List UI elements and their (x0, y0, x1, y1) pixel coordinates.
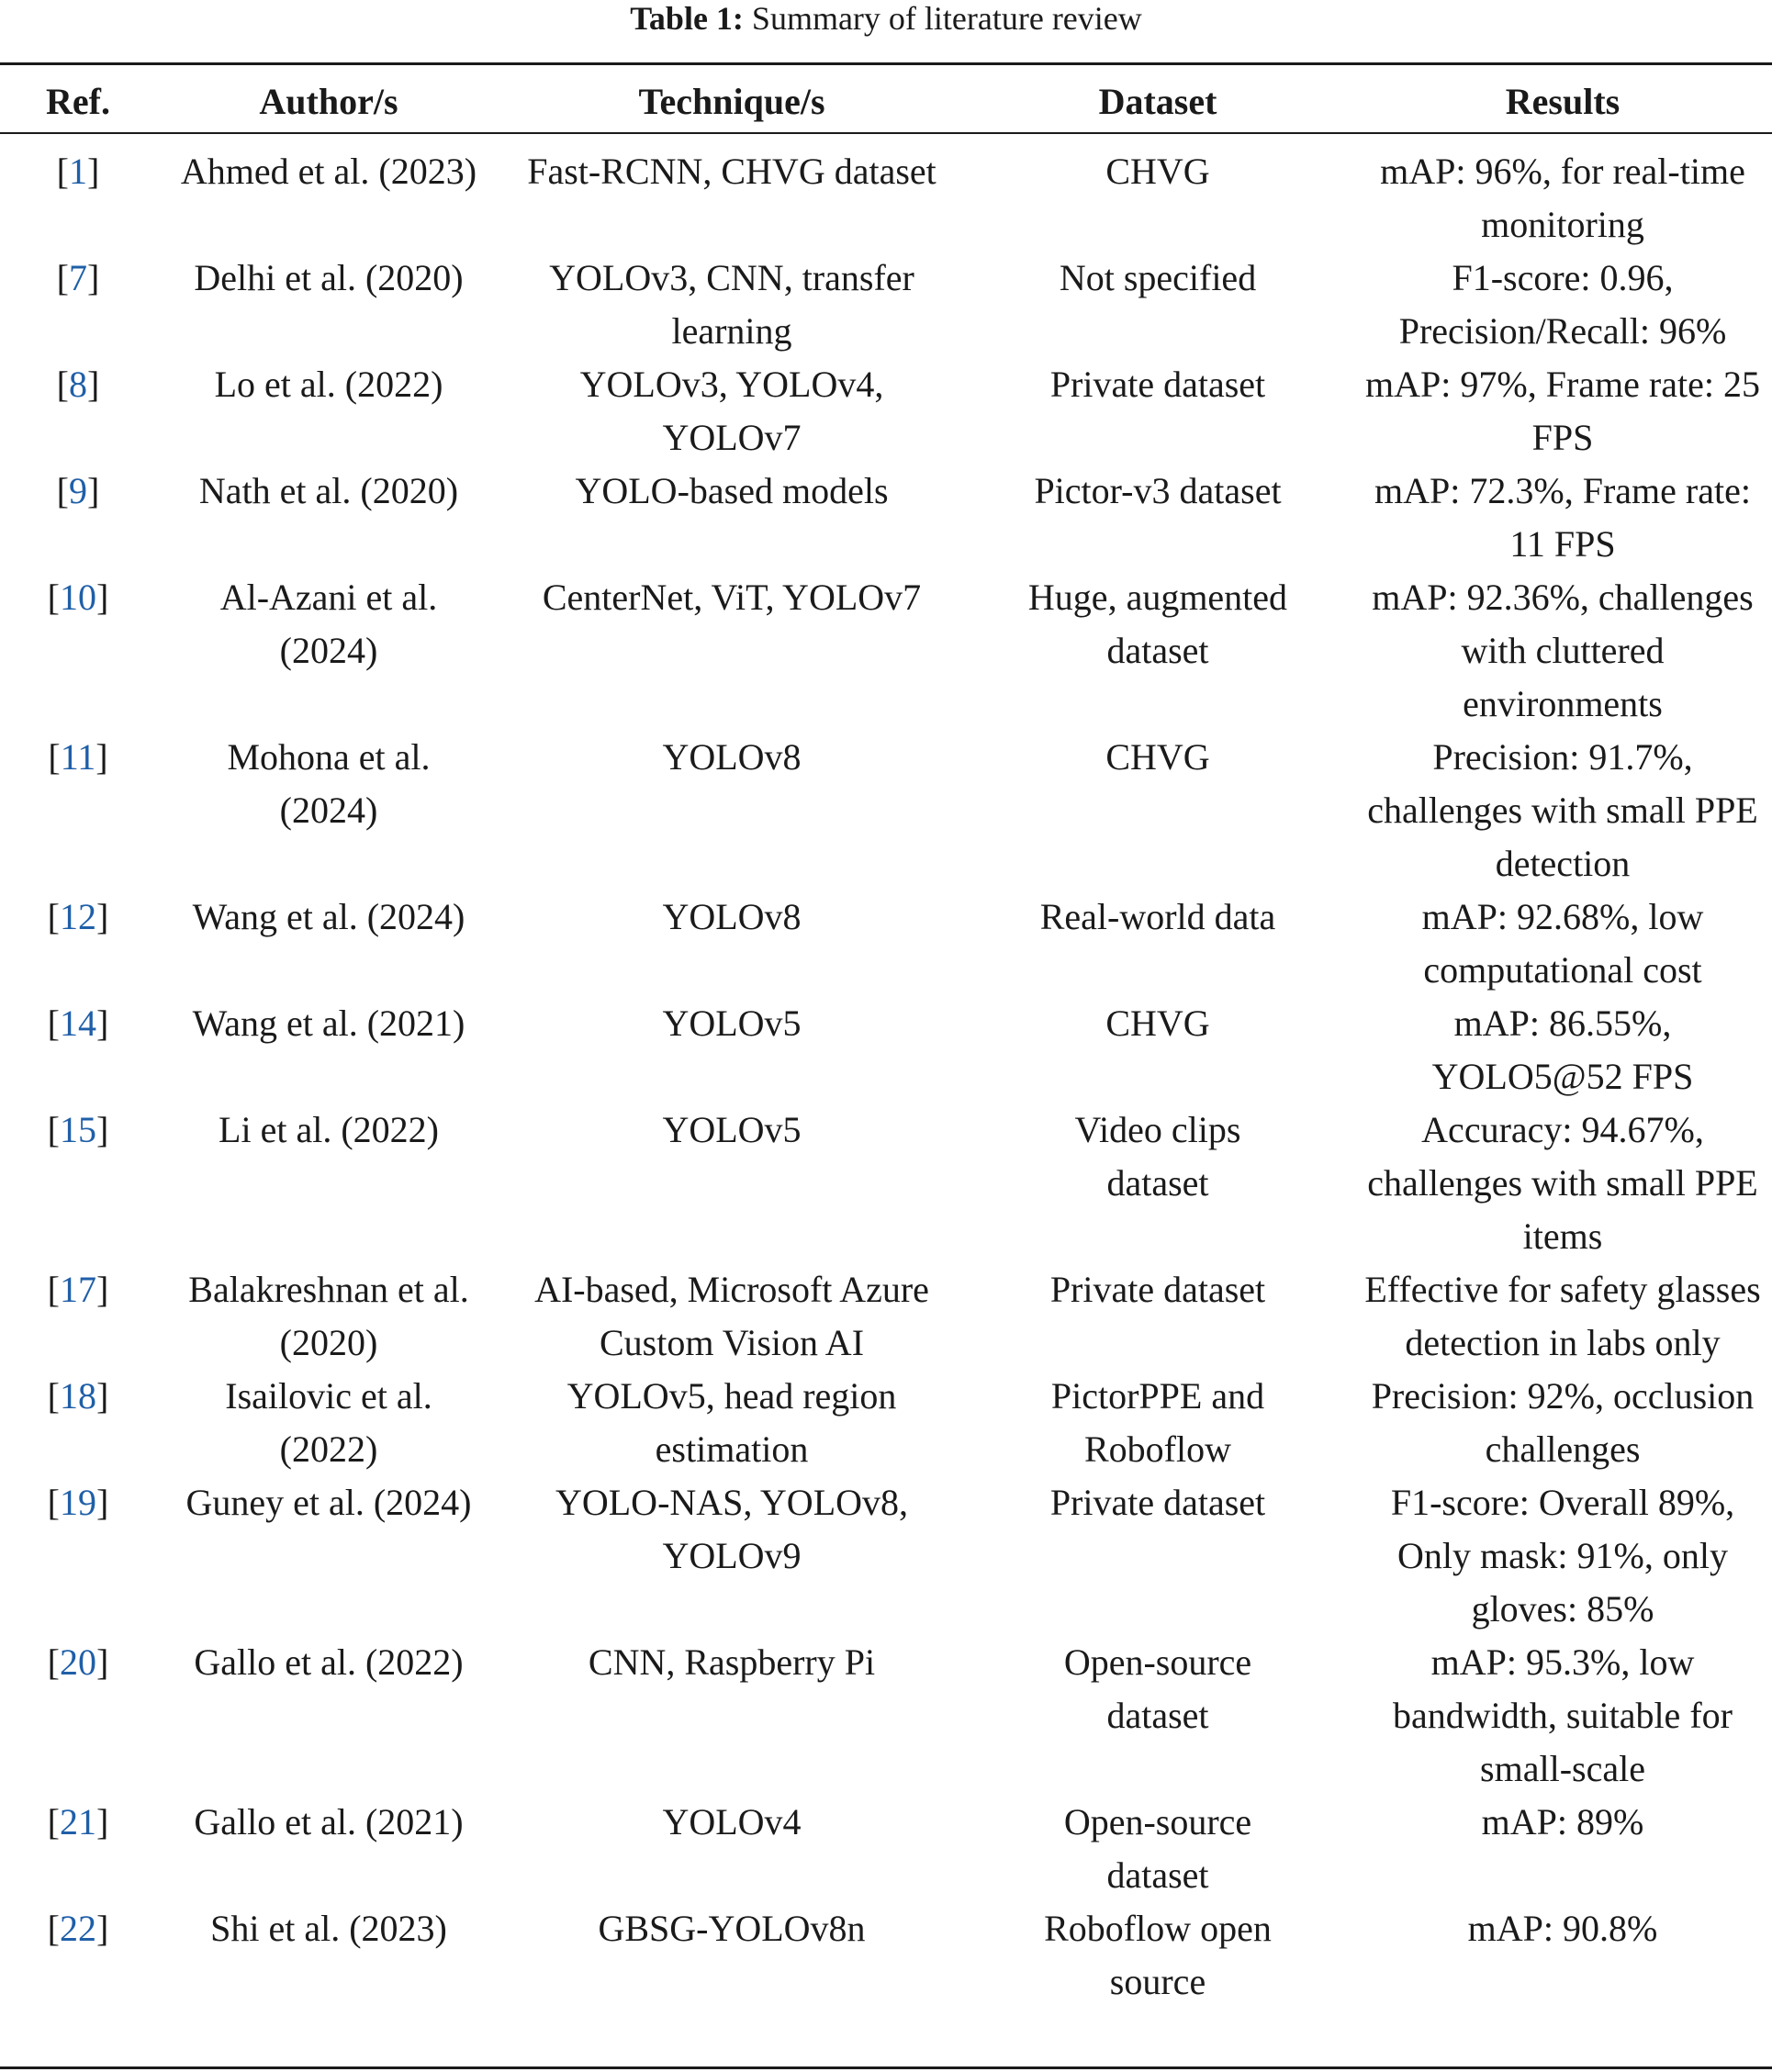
cell-dataset (962, 252, 1353, 358)
cell-author-text: Balakreshnan et al. (2020) (188, 1269, 469, 1363)
table-caption-label: Table 1: (630, 0, 744, 37)
cell-author (156, 358, 501, 465)
cell-dataset-text: Private dataset (1049, 1269, 1266, 1310)
cell-results-text: mAP: 92.68%, low computational cost (1421, 896, 1704, 991)
cell-technique (501, 1103, 962, 1263)
cell-ref: [17] (47, 1269, 109, 1310)
cell-results-text: mAP: 92.36%, challenges with cluttered environments (1372, 577, 1754, 724)
header-ref: Ref. (46, 81, 110, 122)
cell-author-text: Gallo et al. (2021) (194, 1801, 464, 1842)
cell-results-text: mAP: 97%, Frame rate: 25 FPS (1365, 364, 1760, 458)
cell-author (156, 252, 501, 358)
cell-author (156, 731, 501, 890)
cell-technique-text: YOLOv3, YOLOv4, YOLOv7 (579, 364, 884, 458)
cell-ref: [7] (56, 257, 100, 298)
cell-results (1353, 1263, 1772, 1370)
cell-technique-text: YOLO-based models (575, 470, 889, 511)
reference-link[interactable]: 11 (60, 736, 96, 778)
cell-technique-text: YOLOv5, head region estimation (566, 1375, 897, 1470)
cell-results-text: Precision: 91.7%, challenges with small PPE detection (1367, 736, 1758, 884)
header-results: Results (1505, 81, 1621, 122)
cell-technique-text: YOLOv3, CNN, transfer learning (549, 257, 914, 352)
cell-author (156, 997, 501, 1103)
cell-author-text: Lo et al. (2022) (214, 364, 443, 405)
cell-ref: [8] (56, 364, 100, 405)
reference-link[interactable]: 10 (60, 577, 96, 618)
table-row (0, 1796, 1772, 1902)
cell-dataset-text: Not specified (1059, 257, 1257, 298)
header-author: Author/s (259, 81, 398, 122)
cell-dataset (962, 1796, 1353, 1902)
cell-author-text: Al-Azani et al. (2024) (219, 577, 438, 671)
cell-technique (501, 571, 962, 731)
cell-results (1353, 358, 1772, 465)
reference-link[interactable]: 18 (60, 1375, 96, 1417)
cell-author (156, 1370, 501, 1476)
cell-results (1353, 997, 1772, 1103)
cell-dataset (962, 1476, 1353, 1636)
cell-technique-text: YOLOv5 (662, 1002, 802, 1044)
reference-link[interactable]: 8 (69, 364, 87, 405)
cell-author-text: Gallo et al. (2022) (194, 1641, 464, 1683)
cell-technique-text: YOLO-NAS, YOLOv8, YOLOv9 (555, 1482, 909, 1576)
cell-author (156, 465, 501, 571)
cell-technique-text: GBSG-YOLOv8n (598, 1908, 866, 1949)
cell-ref: [19] (47, 1482, 109, 1523)
table-row (0, 134, 1772, 252)
header-dataset: Dataset (1098, 81, 1217, 122)
cell-author-text: Guney et al. (2024) (185, 1482, 472, 1523)
cell-ref: [22] (47, 1908, 109, 1949)
table-row (0, 1476, 1772, 1636)
cell-results-text: F1-score: Overall 89%, Only mask: 91%, only gloves: 85% (1390, 1482, 1735, 1630)
cell-results-text: mAP: 96%, for real-time monitoring (1380, 151, 1745, 245)
cell-results-text: mAP: 86.55%, YOLO5@52 FPS (1431, 1002, 1694, 1097)
cell-author-text: Shi et al. (2023) (210, 1908, 447, 1949)
cell-results (1353, 571, 1772, 731)
cell-results (1353, 1103, 1772, 1263)
cell-author (156, 1476, 501, 1636)
cell-dataset-text: Open-source dataset (1063, 1641, 1252, 1736)
table-header-row (0, 0, 1772, 134)
reference-link[interactable]: 20 (60, 1641, 96, 1683)
cell-dataset-text: CHVG (1105, 1002, 1210, 1044)
cell-dataset-text: Roboflow open source (1044, 1908, 1272, 2002)
cell-dataset-text: Open-source dataset (1063, 1801, 1252, 1896)
cell-dataset-text: CHVG (1105, 736, 1210, 778)
cell-results (1353, 1476, 1772, 1636)
cell-author (156, 1103, 501, 1263)
cell-author (156, 890, 501, 997)
cell-technique-text: YOLOv5 (662, 1109, 802, 1150)
cell-dataset (962, 731, 1353, 890)
cell-dataset (962, 571, 1353, 731)
cell-dataset (962, 134, 1353, 252)
cell-technique (501, 134, 962, 252)
bottom-rule (0, 2066, 1772, 2069)
cell-ref: [18] (47, 1375, 109, 1417)
cell-dataset (962, 1636, 1353, 1796)
cell-results (1353, 134, 1772, 252)
cell-author-text: Wang et al. (2021) (192, 1002, 465, 1044)
cell-technique (501, 252, 962, 358)
cell-results-text: Effective for safety glasses detection in labs only (1364, 1269, 1761, 1363)
cell-technique (501, 1902, 962, 2009)
cell-ref: [11] (48, 736, 108, 778)
cell-technique-text: YOLOv4 (662, 1801, 802, 1842)
cell-author (156, 134, 501, 252)
cell-technique (501, 1370, 962, 1476)
cell-ref: [14] (47, 1002, 109, 1044)
cell-ref: [12] (47, 896, 109, 937)
cell-author (156, 1636, 501, 1796)
cell-author-text: Ahmed et al. (2023) (180, 151, 477, 192)
table-row (0, 252, 1772, 358)
cell-results-text: mAP: 89% (1481, 1801, 1644, 1842)
cell-ref: [20] (47, 1641, 109, 1683)
reference-link[interactable]: 15 (60, 1109, 96, 1150)
cell-author-text: Li et al. (2022) (219, 1109, 439, 1150)
cell-dataset (962, 1902, 1353, 2009)
cell-dataset-text: CHVG (1105, 151, 1210, 192)
cell-dataset-text: Huge, augmented dataset (1027, 577, 1288, 671)
cell-results (1353, 1370, 1772, 1476)
cell-author-text: Mohona et al. (2024) (227, 736, 431, 831)
table-row (0, 1103, 1772, 1263)
cell-technique (501, 465, 962, 571)
cell-technique (501, 997, 962, 1103)
cell-technique-text: YOLOv8 (662, 736, 802, 778)
table-row (0, 1636, 1772, 1796)
cell-results-text: mAP: 90.8% (1467, 1908, 1658, 1949)
cell-technique (501, 890, 962, 997)
table-row (0, 1263, 1772, 1370)
cell-author-text: Nath et al. (2020) (198, 470, 459, 511)
cell-ref: [21] (47, 1801, 109, 1842)
cell-results (1353, 1902, 1772, 2009)
cell-ref: [1] (56, 151, 100, 192)
cell-author (156, 1263, 501, 1370)
cell-author-text: Wang et al. (2024) (192, 896, 465, 937)
reference-link[interactable]: 21 (60, 1801, 96, 1842)
reference-link[interactable]: 1 (69, 151, 87, 192)
reference-link[interactable]: 17 (60, 1269, 96, 1310)
cell-dataset-text: Private dataset (1049, 1482, 1266, 1523)
cell-author (156, 1796, 501, 1902)
cell-results-text: mAP: 95.3%, low bandwidth, suitable for small-scale (1393, 1641, 1733, 1789)
cell-dataset-text: Video clips dataset (1074, 1109, 1241, 1204)
cell-technique-text: CNN, Raspberry Pi (588, 1641, 876, 1683)
cell-ref: [10] (47, 577, 109, 618)
table-row (0, 358, 1772, 465)
cell-ref: [9] (56, 470, 100, 511)
table-row (0, 465, 1772, 571)
cell-technique (501, 358, 962, 465)
cell-results (1353, 1636, 1772, 1796)
cell-results (1353, 731, 1772, 890)
cell-author (156, 571, 501, 731)
cell-technique (501, 1636, 962, 1796)
cell-results (1353, 465, 1772, 571)
cell-dataset-text: PictorPPE and Roboflow (1050, 1375, 1265, 1470)
reference-link[interactable]: 22 (60, 1908, 96, 1949)
cell-results-text: Accuracy: 94.67%, challenges with small PPE items (1367, 1109, 1758, 1257)
reference-link[interactable]: 19 (60, 1482, 96, 1523)
table-caption-text: Summary of literature review (751, 0, 1142, 37)
reference-link[interactable]: 12 (60, 896, 96, 937)
table-body (0, 134, 1772, 2009)
cell-results-text: mAP: 72.3%, Frame rate: 11 FPS (1374, 470, 1751, 565)
cell-dataset (962, 465, 1353, 571)
cell-results (1353, 1796, 1772, 1902)
reference-link[interactable]: 7 (69, 257, 87, 298)
cell-dataset (962, 890, 1353, 997)
cell-technique (501, 1796, 962, 1902)
table-row (0, 571, 1772, 731)
cell-technique-text: Fast-RCNN, CHVG dataset (527, 151, 936, 192)
table-row (0, 731, 1772, 890)
cell-dataset (962, 1263, 1353, 1370)
table-row (0, 997, 1772, 1103)
cell-dataset (962, 1103, 1353, 1263)
cell-dataset-text: Pictor-v3 dataset (1034, 470, 1282, 511)
cell-results-text: Precision: 92%, occlusion challenges (1371, 1375, 1755, 1470)
cell-author-text: Isailovic et al. (2022) (225, 1375, 432, 1470)
cell-dataset (962, 358, 1353, 465)
header-technique: Technique/s (638, 81, 825, 122)
cell-results-text: F1-score: 0.96, Precision/Recall: 96% (1398, 257, 1727, 352)
cell-technique-text: YOLOv8 (662, 896, 802, 937)
cell-results (1353, 252, 1772, 358)
cell-technique (501, 1263, 962, 1370)
cell-technique-text: AI-based, Microsoft Azure Custom Vision AI (534, 1269, 929, 1363)
cell-dataset-text: Private dataset (1049, 364, 1266, 405)
cell-ref: [15] (47, 1109, 109, 1150)
cell-technique (501, 1476, 962, 1636)
cell-dataset (962, 997, 1353, 1103)
table-row (0, 1370, 1772, 1476)
cell-results (1353, 890, 1772, 997)
table-row (0, 890, 1772, 997)
cell-technique-text: CenterNet, ViT, YOLOv7 (542, 577, 922, 618)
reference-link[interactable]: 9 (69, 470, 87, 511)
reference-link[interactable]: 14 (60, 1002, 96, 1044)
cell-author (156, 1902, 501, 2009)
cell-author-text: Delhi et al. (2020) (194, 257, 464, 298)
cell-technique (501, 731, 962, 890)
cell-dataset (962, 1370, 1353, 1476)
cell-dataset-text: Real-world data (1039, 896, 1276, 937)
table-row (0, 1902, 1772, 2009)
